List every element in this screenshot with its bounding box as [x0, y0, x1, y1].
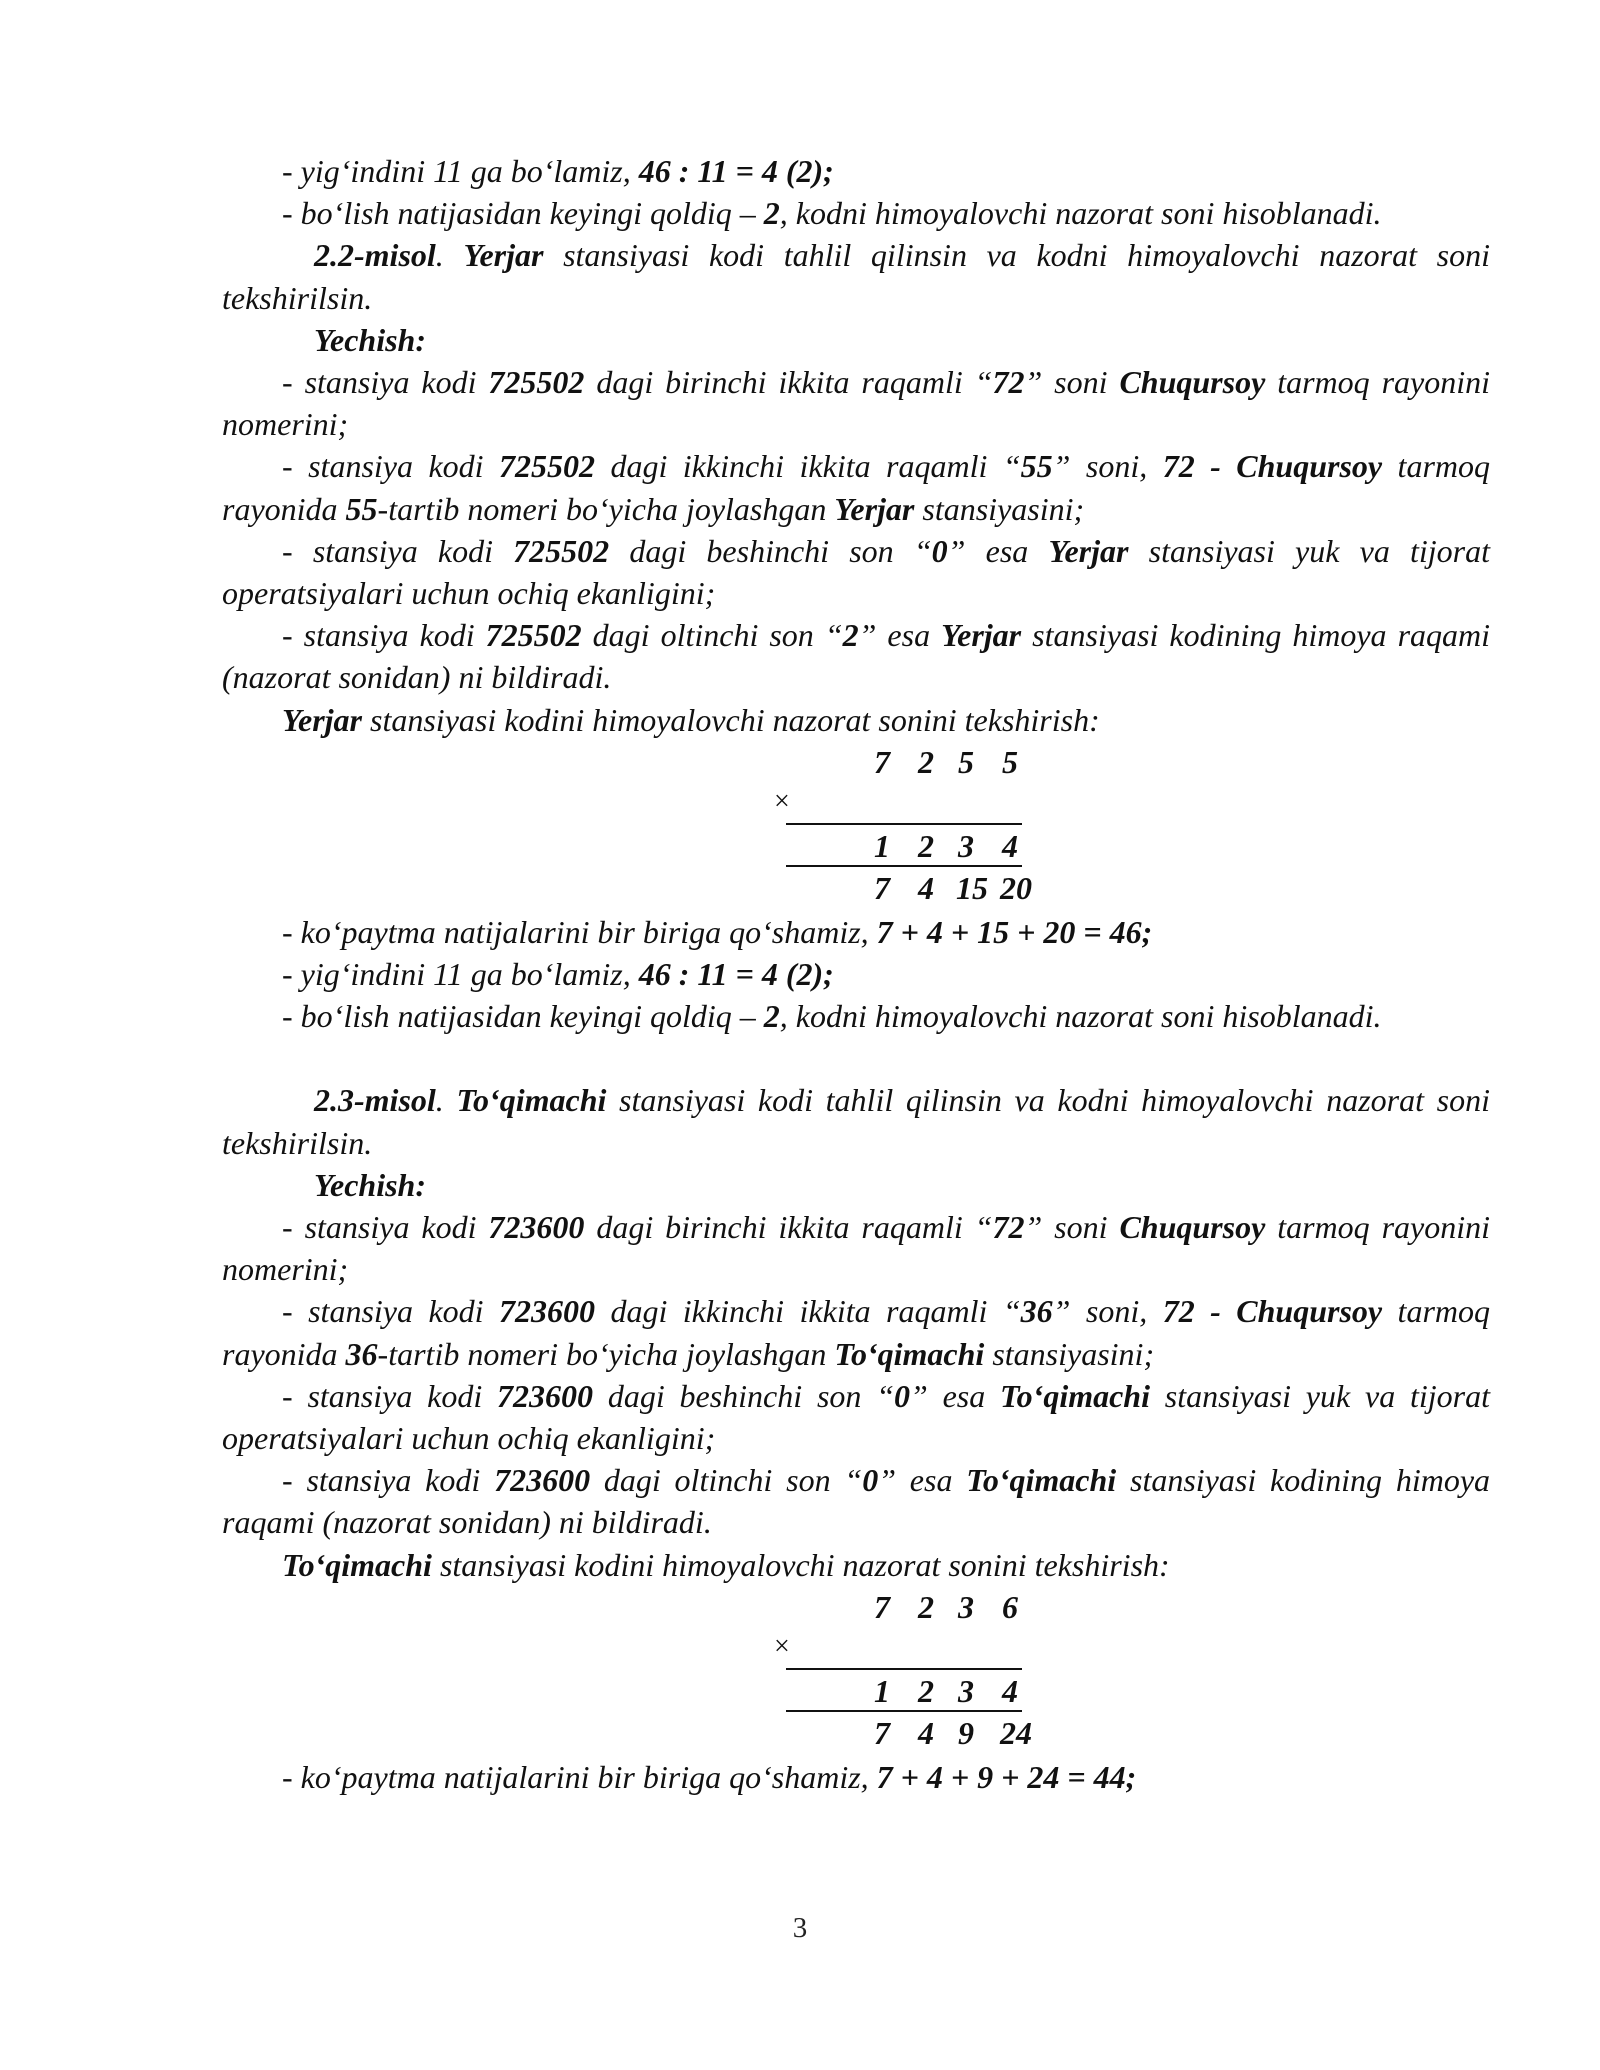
digit: 3 — [958, 1588, 974, 1625]
explanation-line: - stansiya kodi 725502 dagi ikkinchi ikkita raqamli “55” soni, 72 - Chuqursoy tarmoq rayonida 55-tartib nomeri bo‘yicha joylashgan Yerjar stansiyasini; — [222, 448, 1491, 527]
digit: 7 — [874, 743, 890, 780]
check-heading: To‘qimachi stansiyasi kodini himoyalovchi nazorat sonini tekshirish: — [282, 1546, 1170, 1583]
weight: 3 — [958, 1672, 974, 1709]
multiplication-table — [222, 741, 1490, 911]
underline-rule — [786, 823, 1022, 825]
check-heading: Yerjar stansiyasi kodini himoyalovchi nazorat sonini tekshirish: — [282, 701, 1100, 738]
digit: 6 — [1002, 1588, 1018, 1625]
remainder-line: - bo‘lish natijasidan keyingi qoldiq – 2, kodni himoyalovchi nazorat soni hisoblanadi. — [282, 195, 1382, 232]
product: 4 — [918, 1714, 934, 1751]
product: 24 — [1000, 1714, 1032, 1751]
code-digits-row — [222, 741, 1490, 783]
division-line: - yig‘indini 11 ga bo‘lamiz, 46 : 11 = 4 (2); — [282, 153, 834, 189]
weight: 2 — [918, 827, 934, 864]
multiply-sign: × — [774, 1630, 790, 1662]
document-page — [222, 150, 1490, 1798]
remainder-line: - bo‘lish natijasidan keyingi qoldiq – 2, kodni himoyalovchi nazorat soni hisoblanadi. — [282, 998, 1382, 1035]
page-number: 3 — [792, 1912, 808, 1944]
multiply-sign: × — [774, 785, 790, 817]
explanation-line: - stansiya kodi 723600 dagi ikkinchi ikkita raqamli “36” soni, 72 - Chuqursoy tarmoq rayonida 36-tartib nomeri bo‘yicha joylashgan To‘qimachi stansiyasini; — [222, 1293, 1491, 1372]
multiplication-table — [222, 1586, 1490, 1756]
digit: 2 — [918, 1588, 934, 1625]
solution-label: Yechish: — [314, 1166, 426, 1203]
product: 4 — [918, 869, 934, 906]
product: 15 — [956, 869, 988, 906]
digit: 5 — [1002, 743, 1018, 780]
sum-line: - ko‘paytma natijalarini bir biriga qo‘shamiz, 7 + 4 + 9 + 24 = 44; — [282, 1758, 1137, 1795]
weights-row — [222, 825, 1490, 867]
example-heading: 2.3-misol. To‘qimachi stansiyasi kodi tahlil qilinsin va kodni himoyalovchi nazorat soni tekshirilsin. — [222, 1082, 1491, 1161]
explanation-line: - stansiya kodi 725502 dagi birinchi ikkita raqamli “72” soni Chuqursoy tarmoq rayonini nomerini; — [222, 364, 1491, 443]
digit: 2 — [918, 743, 934, 780]
example-heading: 2.2-misol. Yerjar stansiyasi kodi tahlil qilinsin va kodni himoyalovchi nazorat soni tekshirilsin. — [222, 237, 1491, 316]
digit: 5 — [958, 743, 974, 780]
result-row — [222, 1712, 1490, 1754]
weight: 1 — [874, 1672, 890, 1709]
code-digits-row — [222, 1586, 1490, 1628]
explanation-line: - stansiya kodi 725502 dagi beshinchi son “0” esa Yerjar stansiyasi yuk va tijorat operatsiyalari uchun ochiq ekanligini; — [222, 532, 1491, 612]
explanation-line: - stansiya kodi 723600 dagi birinchi ikkita raqamli “72” soni Chuqursoy tarmoq rayonini nomerini; — [222, 1209, 1491, 1288]
weight: 4 — [1002, 1672, 1018, 1709]
product: 9 — [958, 1714, 974, 1751]
explanation-line: - stansiya kodi 723600 dagi oltinchi son “0” esa To‘qimachi stansiyasi kodining himoya raqami (nazorat sonidan) ni bildiradi. — [222, 1462, 1491, 1541]
result-row — [222, 867, 1490, 909]
explanation-line: - stansiya kodi 725502 dagi oltinchi son “2” esa Yerjar stansiyasi kodining himoya raqami (nazorat sonidan) ni bildiradi. — [222, 617, 1491, 696]
product: 20 — [1000, 869, 1032, 906]
explanation-line: - stansiya kodi 723600 dagi beshinchi son “0” esa To‘qimachi stansiyasi yuk va tijorat operatsiyalari uchun ochiq ekanligini; — [222, 1377, 1491, 1457]
weights-row — [222, 1670, 1490, 1712]
weight: 4 — [1002, 827, 1018, 864]
weight: 1 — [874, 827, 890, 864]
sum-line: - ko‘paytma natijalarini bir biriga qo‘shamiz, 7 + 4 + 15 + 20 = 46; — [282, 913, 1153, 950]
division-line: - yig‘indini 11 ga bo‘lamiz, 46 : 11 = 4 (2); — [282, 956, 834, 993]
solution-label: Yechish: — [314, 321, 426, 358]
product: 7 — [874, 1714, 890, 1751]
underline-rule — [786, 1668, 1022, 1670]
product: 7 — [874, 869, 890, 906]
weight: 3 — [958, 827, 974, 864]
weight: 2 — [918, 1672, 934, 1709]
digit: 7 — [874, 1588, 890, 1625]
